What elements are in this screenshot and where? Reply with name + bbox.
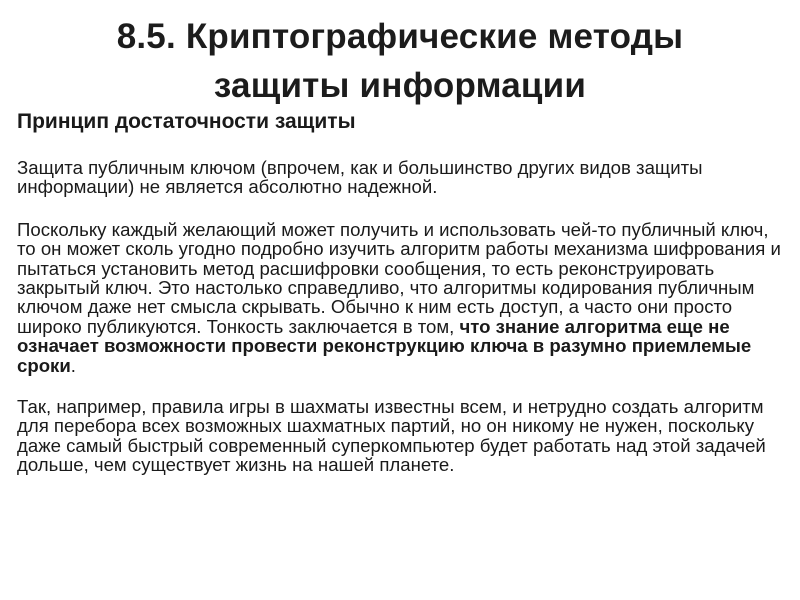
paragraph-2 (17, 220, 792, 375)
paragraph-3: Так, например, правила игры в шахматы известны всем, и нетрудно создать алгоритм для перебора всех возможных шахматных партий, но он никому не нужен, поскольку даже самый быстрый современный суперкомпьютер будет работать над этой задачей дольше, чем существует жизнь на нашей планете. (17, 396, 766, 476)
paragraph-1: Защита публичным ключом (впрочем, как и большинство других видов защиты информации) не является абсолютно надежной. (17, 157, 703, 198)
slide-title-line-1: 8.5. Криптографические методы (116, 17, 684, 56)
slide-body (17, 158, 792, 498)
section-heading: Принцип достаточности защиты (17, 110, 356, 133)
slide-title (40, 12, 760, 110)
paragraph-2-emphasis: что знание алгоритма еще не означает возможности провести реконструкцию ключа в разумно приемлемые сроки (17, 315, 752, 376)
slide-title-line-2: защиты информации (213, 66, 587, 105)
paragraph-2-text: Поскольку каждый желающий может получить и использовать чей-то публичный ключ, то он может сколь угодно подробно изучить алгоритм работы механизма шифрования и пытаться установить метод расшифровки сообщения, то есть реконструировать закрытый ключ. Это настолько справедливо, что алгоритмы кодирования публичным ключом даже нет смысла скрывать. Обычно к ним есть доступ, а часто они просто широко публикуются. Тонкость заключается в том, (17, 218, 781, 337)
paragraph-2-end: . (70, 354, 76, 376)
